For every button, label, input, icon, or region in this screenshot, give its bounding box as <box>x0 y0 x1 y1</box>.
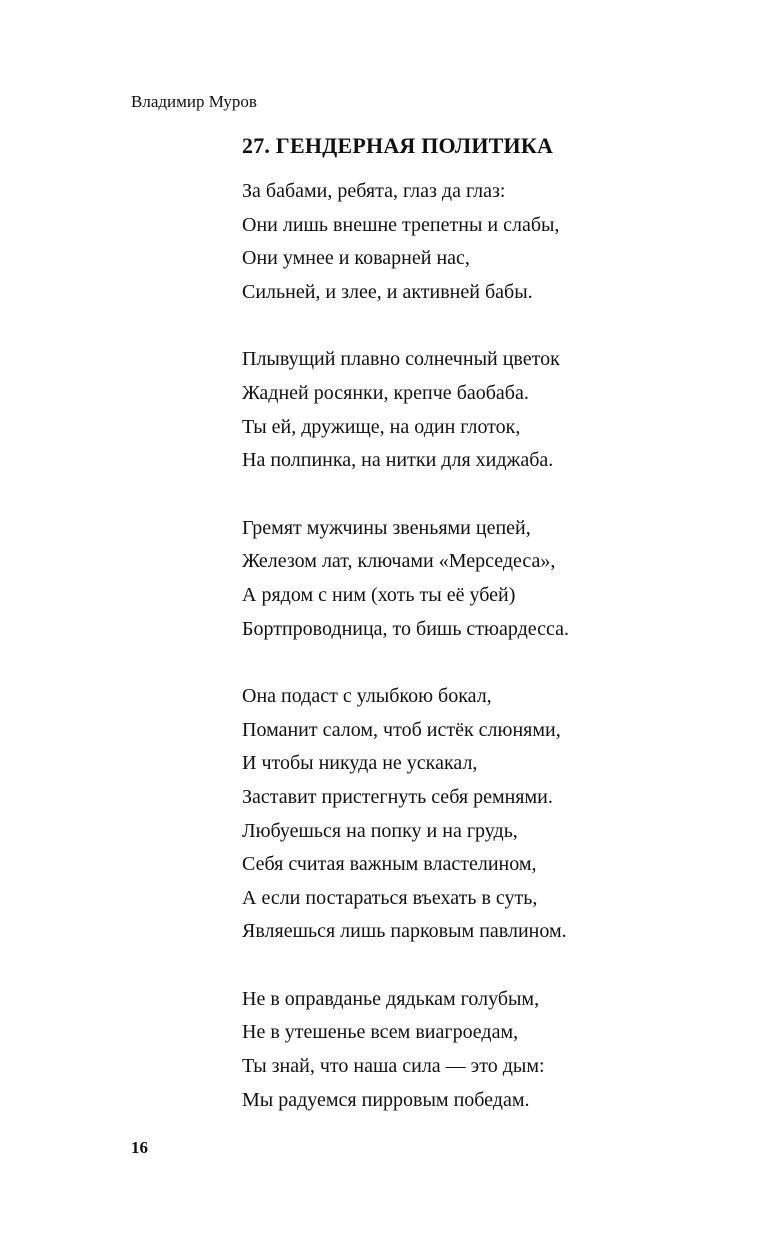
poem-line: И чтобы никуда не ускакал, <box>242 752 478 775</box>
poem-line: Ты знай, что наша сила — это дым: <box>242 1055 545 1078</box>
stanza-1 <box>242 175 742 309</box>
poem-line: Гремят мужчины звеньями цепей, <box>242 516 531 539</box>
poem-line: Ты ей, дружище, на один глоток, <box>242 415 521 438</box>
poem-line: Они умнее и коварней нас, <box>242 247 470 270</box>
poem-line: Себя считая важным властелином, <box>242 853 537 876</box>
page-number: 16 <box>131 1138 148 1157</box>
poem-line: Являешься лишь парковым павлином. <box>242 920 567 943</box>
poem-line: Плывущий плавно солнечный цветок <box>242 348 560 371</box>
poem-line: Не в оправданье дядькам голубым, <box>242 987 540 1010</box>
poem-line: Бортпроводница, то бишь стюардесса. <box>242 617 570 640</box>
stanza-5 <box>242 983 742 1117</box>
poem-line: На полпинка, на нитки для хиджаба. <box>242 449 554 472</box>
poem-line: А если постараться въехать в суть, <box>242 886 538 909</box>
poem-line: Жадней росянки, крепче баобаба. <box>242 381 529 404</box>
running-head-author: Владимир Муров <box>131 92 257 111</box>
poem-line: Заставит пристегнуть себя ремнями. <box>242 785 553 808</box>
poem-line: За бабами, ребята, глаз да глаз: <box>242 180 506 202</box>
poem-line: Железом лат, ключами «Мерседеса», <box>242 550 556 573</box>
poem-body <box>242 175 742 1151</box>
poem-line: Мы радуемся пирровым победам. <box>242 1088 530 1111</box>
poem-line: Не в утешенье всем виагроедам, <box>242 1021 519 1044</box>
poem-line: Она подаст с улыбкою бокал, <box>242 685 492 708</box>
stanza-2 <box>242 343 742 477</box>
poem-title: 27. ГЕНДЕРНАЯ ПОЛИТИКА <box>242 133 554 158</box>
poem-line: А рядом с ним (хоть ты её убей) <box>242 583 516 606</box>
poem-line: Поманит салом, чтоб истёк слюнями, <box>242 718 561 741</box>
poem-line: Сильней, и злее, и активней бабы. <box>242 280 533 303</box>
poem-line: Любуешься на попку и на грудь, <box>242 819 518 842</box>
stanza-4 <box>242 680 742 949</box>
poem-line: Они лишь внешне трепетны и слабы, <box>242 213 560 236</box>
stanza-3 <box>242 512 742 646</box>
